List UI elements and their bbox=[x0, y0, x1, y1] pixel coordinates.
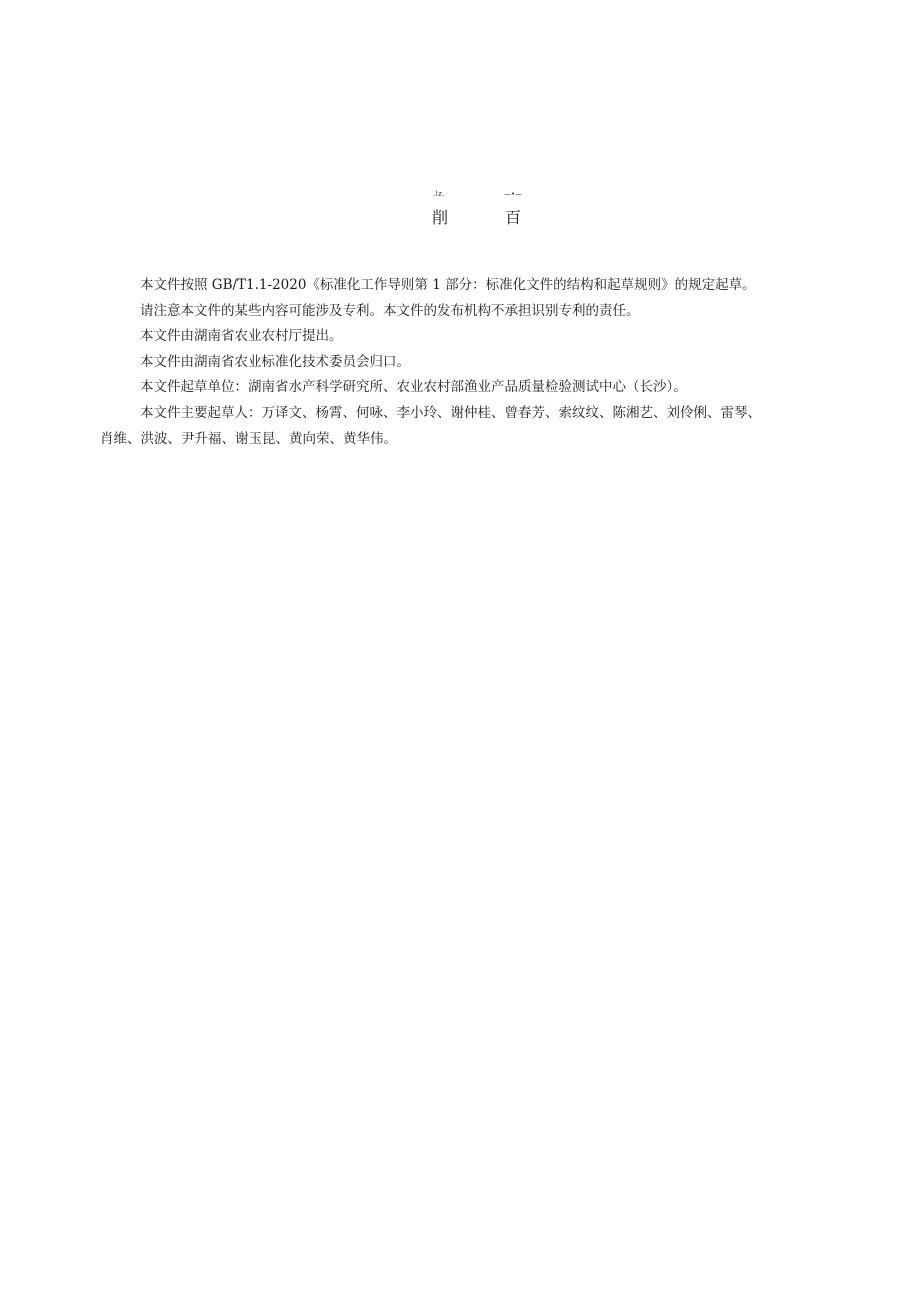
page-title bbox=[0, 205, 920, 231]
ocr-mark-right: —•— bbox=[504, 190, 523, 198]
paragraph-drafting-rules: 本文件按照 GB/T1.1-2020《标准化工作导则第 1 部分：标准化文件的结构和起草规则》的规定起草。 bbox=[140, 277, 756, 293]
drafters-line-1: 本文件主要起草人：万译文、杨霄、何咏、李小玲、谢仲桂、曾春芳、索纹纹、陈湘艺、刘伶俐、雷琴、 bbox=[140, 404, 761, 421]
paragraph-centralized-by: 本文件由湖南省农业标准化技术委员会归口。 bbox=[140, 353, 410, 370]
title-char-2: 百 bbox=[505, 208, 522, 227]
title-char-1: 削 bbox=[432, 208, 449, 227]
paragraph-patent-notice: 请注意本文件的某些内容可能涉及专利。本文件的发布机构不承担识别专利的责任。 bbox=[140, 302, 640, 319]
paragraph-proposed-by: 本文件由湖南省农业农村厅提出。 bbox=[140, 328, 343, 345]
foreword-body bbox=[100, 273, 850, 452]
drafters-line-2: 肖维、洪波、尹升福、谢玉昆、黄向荣、黄华伟。 bbox=[100, 430, 397, 447]
paragraph-drafting-units: 本文件起草单位：湖南省水产科学研究所、农业农村部渔业产品质量检验测试中心（长沙）。 bbox=[140, 379, 687, 396]
ocr-mark-left: .lz. bbox=[433, 190, 446, 198]
paragraph-drafters bbox=[100, 401, 850, 452]
heading-ocr-marks bbox=[0, 190, 920, 202]
